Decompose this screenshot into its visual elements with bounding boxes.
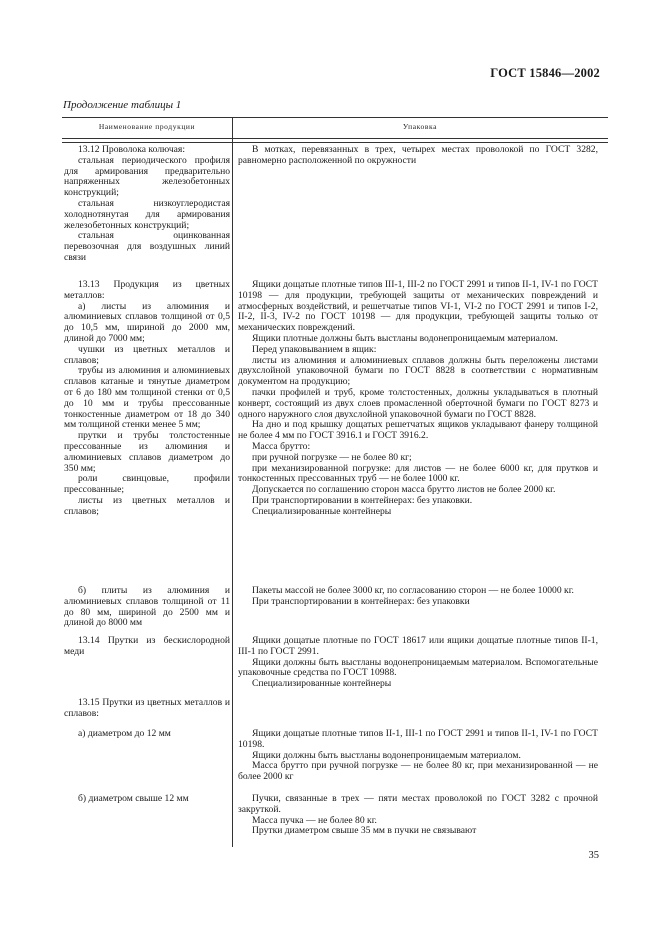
packing-text: Пучки, связанные в трех — пяти местах проволокой по ГОСТ 3282 с прочной закруткой.: [238, 793, 598, 815]
item-text: стальная низкоуглеродистая холоднотянутая для армирования железобетонных конструкций;: [64, 197, 230, 231]
packing-text: Масса брутто при ручной погрузке — не более 80 кг, при механизированной — не более 2000 кг: [238, 760, 598, 783]
item-text: роли свинцовые, профили прессованные;: [64, 473, 230, 496]
item-text: а) диаметром до 12 мм: [78, 728, 171, 739]
row-13-15b-product: [64, 794, 230, 805]
item-text: а) листы из алюминия и алюминиевых сплавов толщиной от 0,5 до 10,5 мм, шириной до 2000 мм, длиной до 7000 мм;: [64, 300, 230, 344]
packing-text: Ящики дощатые плотные по ГОСТ 18617 или ящики дощатые плотные типов II-1, III-1 по ГОСТ 2991.: [238, 635, 598, 657]
packing-text: Ящики плотные должны быть выстланы водонепроницаемым материалом.: [252, 332, 558, 344]
row-13-13-packing: [238, 280, 598, 518]
item-heading: 13.13 Продукция из цветных металлов:: [64, 279, 230, 301]
row-13-15b-packing: [238, 794, 598, 837]
item-text: стальная периодического профиля для армирования предварительно напряженных железобетонных конструкций;: [64, 154, 230, 199]
packing-text: Ящики должны быть выстланы водонепроницаемым материалом. Вспомогательные упаковочные средства по ГОСТ 10988.: [238, 656, 598, 679]
packing-text: В мотках, перевязанных в трех, четырех местах проволокой по ГОСТ 3282, равномерно расположенной по окружности: [238, 144, 598, 166]
packing-text: При транспортировании в контейнерах: без упаковки.: [252, 494, 473, 506]
packing-text: Прутки диаметром свыше 35 мм в пучки не связывают: [252, 825, 477, 837]
item-text: трубы из алюминия и алюминиевых сплавов катаные и тянутые диаметром от 6 до 180 мм толщиной стенки от 0,5 до 10 мм и трубы прессованные тонкостенные диаметром от 18 до 340 мм толщиной стенки менее 5 мм;: [64, 365, 230, 431]
packing-text: Масса брутто:: [252, 440, 311, 452]
packing-text: пачки профилей и труб, кроме толстостенных, должны укладываться в плотный конверт, состоящий из двух слоев промасленной оберточной бумаги по ГОСТ 8273 и одного наружного слоя двухслойной упаковочной бумаги по ГОСТ 8828.: [238, 386, 598, 420]
item-text: б) плиты из алюминия и алюминиевых сплавов толщиной от 11 до 80 мм, шириной до 2500 мм и длиной до 8000 мм: [64, 585, 230, 629]
item-text: б) диаметром свыше 12 мм: [78, 793, 189, 804]
packing-text: при ручной погрузке — не более 80 кг;: [252, 451, 412, 463]
item-heading: 13.14 Прутки из бескислородной меди: [64, 635, 230, 657]
table-continuation-label: Продолжение таблицы 1: [63, 99, 182, 111]
page-number: 35: [588, 850, 599, 861]
packing-text: Пакеты массой не более 3000 кг, по согласованию сторон — не более 10000 кг.: [252, 585, 574, 596]
row-13-15a-product: [64, 729, 230, 740]
packing-table: [62, 117, 608, 847]
row-13-12-product: [64, 145, 230, 264]
row-13-13b-packing: [238, 586, 598, 608]
packing-text: На дно и под крышку дощатых решетчатых ящиков укладывают фанеру толщиной не более 4 мм по ГОСТ 3916.1 и ГОСТ 3916.2.: [238, 419, 598, 442]
row-13-13b-product: [64, 586, 230, 629]
table-header-rule: [62, 138, 608, 139]
column-header-product: Наименование продукции: [98, 122, 196, 131]
row-13-14-product: [64, 636, 230, 658]
packing-text: Ящики дощатые плотные типов II-1, III-1 по ГОСТ 2991 и типов II-1, IV-1 по ГОСТ 10198.: [238, 728, 598, 750]
column-header-packing: Упаковка: [402, 122, 438, 131]
packing-text: Допускается по соглашению сторон масса брутто листов не более 2000 кг.: [252, 484, 556, 496]
packing-text: листы из алюминия и алюминиевых сплавов должны быть переложены листами двухслойной упаковочной бумаги по ГОСТ 8828 в соответствии с нормативным документом на продукцию;: [238, 354, 598, 388]
row-13-14-packing: [238, 636, 598, 690]
row-13-15a-packing: [238, 729, 598, 783]
row-13-12-packing: [238, 145, 598, 167]
packing-text: Специализированные контейнеры: [252, 678, 392, 690]
packing-text: При транспортировании в контейнерах: без упаковки: [252, 595, 470, 607]
row-13-15-product: [64, 698, 230, 720]
packing-text: Ящики дощатые плотные типов III-1, III-2 по ГОСТ 2991 и типов II-1, IV-1 по ГОСТ 10198 — для продукции, требующей защиты от механических повреждений и атмосферных воздействий, и решетчатые типов VI-1, VI-2 по ГОСТ 2991 и типов I-2, II-2, II-3, IV-2 по ГОСТ 10198 — для продукции, требующей защиты только от механических повреждений.: [238, 279, 598, 334]
packing-text: Масса пучка — не более 80 кг.: [252, 814, 377, 826]
packing-text: при механизированной погрузке: для листов — не более 6000 кг, для прутков и тонкостенных прессованных труб — не более 1000 кг.: [238, 462, 598, 485]
row-13-13-product: [64, 280, 230, 518]
column-divider: [232, 117, 233, 847]
item-heading: 13.15 Прутки из цветных металлов и сплавов:: [64, 697, 230, 719]
item-text: чушки из цветных металлов и сплавов;: [64, 343, 230, 366]
item-heading: 13.12 Проволока колючая:: [78, 144, 185, 155]
item-text: прутки и трубы толстостенные прессованные из алюминия и алюминиевых сплавов диаметром до 350 мм;: [64, 430, 230, 474]
packing-text: Перед упаковыванием в ящик:: [252, 343, 377, 355]
table-header-rule-double: [62, 142, 608, 143]
document-code: ГОСТ 15846—2002: [490, 66, 600, 80]
packing-text: Ящики должны быть выстланы водонепроницаемым материалом.: [252, 749, 521, 761]
packing-text: Специализированные контейнеры: [252, 505, 392, 517]
item-text: листы из цветных металлов и сплавов;: [64, 494, 230, 517]
item-text: стальная оцинкованная перевозочная для воздушных линий связи: [64, 230, 230, 263]
table-top-rule: [62, 117, 608, 118]
